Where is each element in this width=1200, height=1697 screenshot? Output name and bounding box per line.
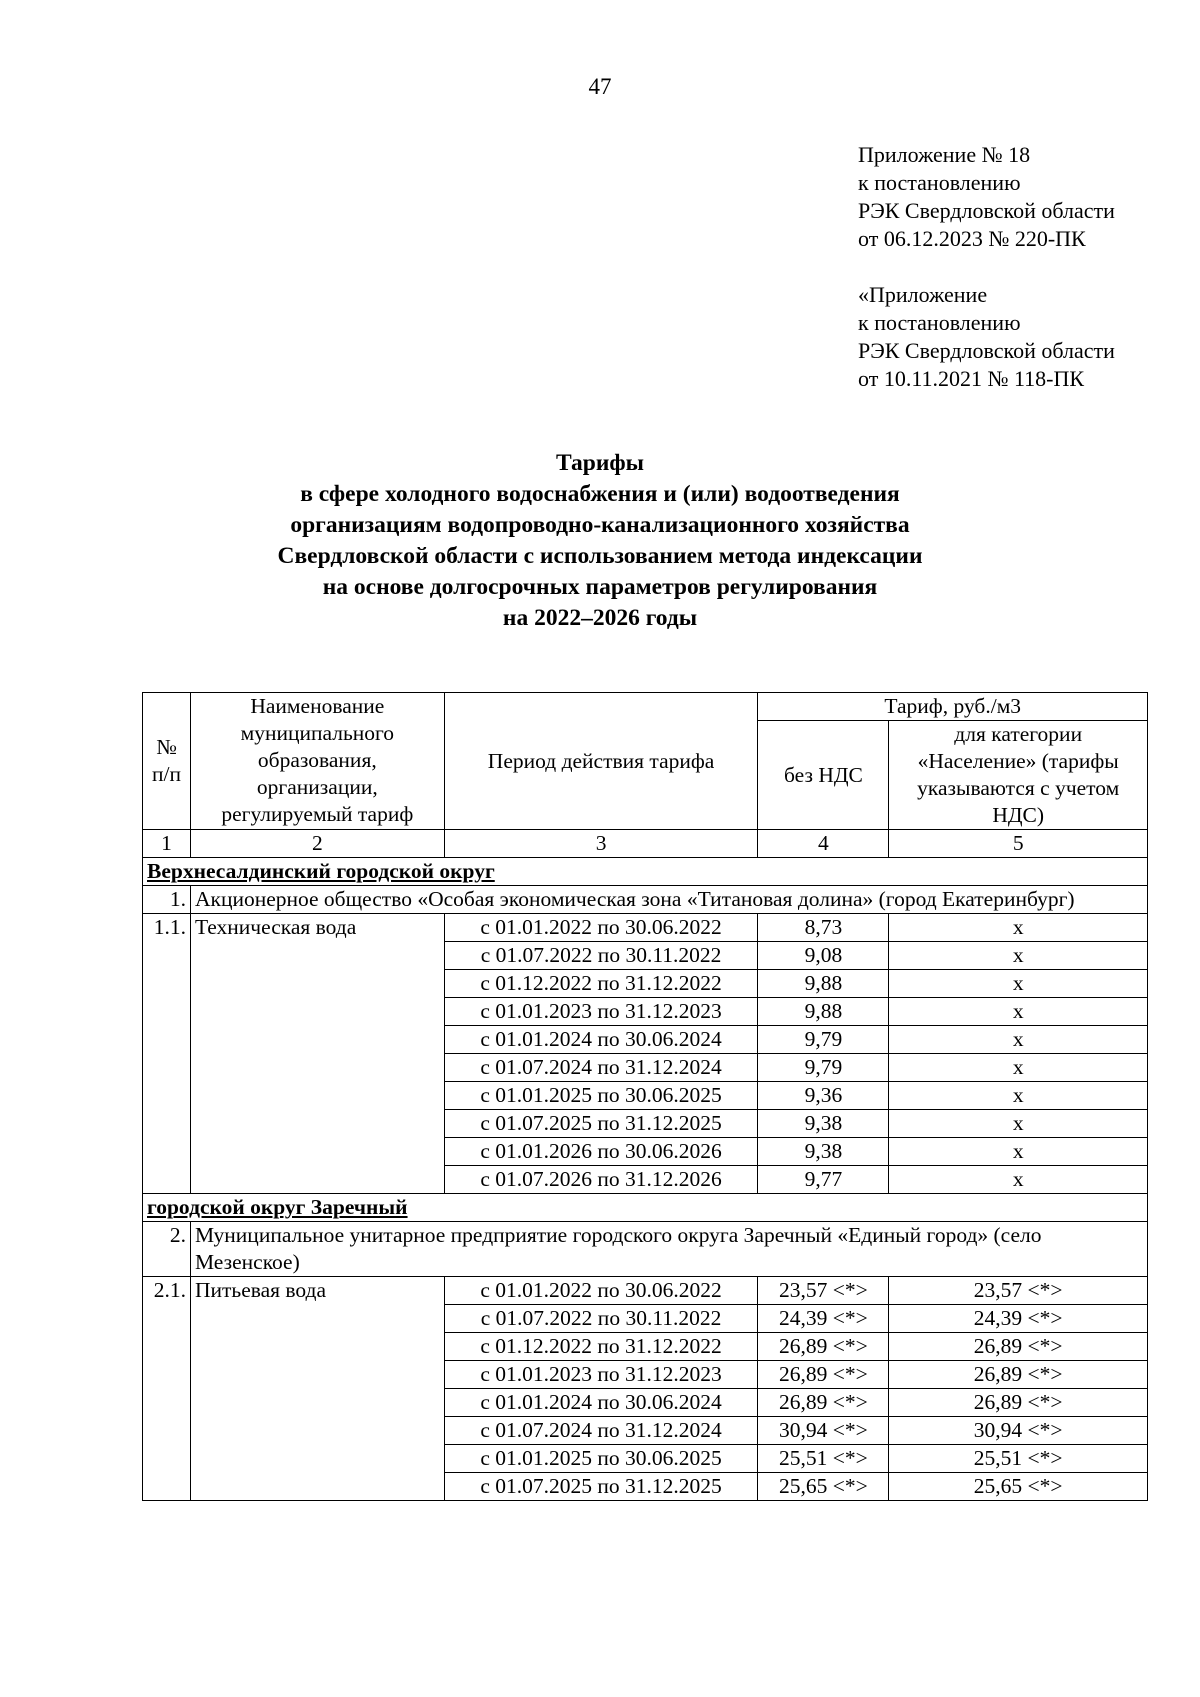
tariff-period: с 01.12.2022 по 31.12.2022 [444, 970, 758, 998]
tariff-no-vat: 9,38 [758, 1110, 889, 1138]
title-line: Свердловской области с использованием метода индексации [277, 543, 923, 569]
section-title: городской округ Заречный [143, 1194, 1148, 1222]
page-number: 47 [588, 74, 612, 99]
tariff-population: х [889, 914, 1148, 942]
tariff-row [143, 914, 1148, 942]
appendix-line: к постановлению [858, 310, 1021, 335]
tariff-no-vat: 25,51 <*> [758, 1445, 889, 1473]
section-header-row [143, 1194, 1148, 1222]
tariff-period: с 01.01.2022 по 30.06.2022 [444, 1277, 758, 1305]
appendix-line: РЭК Свердловской области [858, 338, 1115, 363]
organization-number: 2. [143, 1222, 191, 1277]
tariff-no-vat: 9,38 [758, 1138, 889, 1166]
organization-number: 1. [143, 886, 191, 914]
section-title: Верхнесалдинский городской округ [143, 858, 1148, 886]
tariff-population: х [889, 1138, 1148, 1166]
tariff-population: 26,89 <*> [889, 1389, 1148, 1417]
tariff-period: с 01.12.2022 по 31.12.2022 [444, 1333, 758, 1361]
tariff-no-vat: 30,94 <*> [758, 1417, 889, 1445]
section-header-row [143, 858, 1148, 886]
tariff-period: с 01.01.2024 по 30.06.2024 [444, 1389, 758, 1417]
tariff-population: х [889, 942, 1148, 970]
tariff-period: с 01.07.2025 по 31.12.2025 [444, 1473, 758, 1501]
tariff-population: 25,65 <*> [889, 1473, 1148, 1501]
tariff-no-vat: 25,65 <*> [758, 1473, 889, 1501]
tariff-population: 23,57 <*> [889, 1277, 1148, 1305]
header-no-vat: без НДС [758, 721, 889, 830]
tariff-no-vat: 26,89 <*> [758, 1333, 889, 1361]
title-line: организациям водопроводно-канализационного хозяйства [290, 512, 910, 538]
tariff-population: х [889, 1166, 1148, 1194]
tariff-period: с 01.07.2024 по 31.12.2024 [444, 1417, 758, 1445]
tariff-period: с 01.07.2024 по 31.12.2024 [444, 1054, 758, 1082]
column-number: 2 [190, 830, 444, 858]
document-title [0, 448, 1200, 634]
tariff-population: 24,39 <*> [889, 1305, 1148, 1333]
tariff-population: х [889, 1110, 1148, 1138]
column-number: 5 [889, 830, 1148, 858]
tariff-population: х [889, 998, 1148, 1026]
tariff-name: Питьевая вода [190, 1277, 444, 1501]
tariff-no-vat: 9,88 [758, 998, 889, 1026]
tariffs-table [142, 692, 1148, 1501]
tariff-no-vat: 9,36 [758, 1082, 889, 1110]
tariff-no-vat: 26,89 <*> [758, 1361, 889, 1389]
header-name: Наименование муниципального образования, организации, регулируемый тариф [190, 693, 444, 830]
tariff-period: с 01.01.2023 по 31.12.2023 [444, 998, 758, 1026]
header-population: для категории «Население» (тарифы указываются с учетом НДС) [889, 721, 1148, 830]
tariff-no-vat: 9,79 [758, 1054, 889, 1082]
tariff-no-vat: 8,73 [758, 914, 889, 942]
appendix-line: Приложение № 18 [858, 142, 1031, 167]
tariff-period: с 01.07.2026 по 31.12.2026 [444, 1166, 758, 1194]
organization-name: Акционерное общество «Особая экономическая зона «Титановая долина» (город Екатеринбург) [190, 886, 1147, 914]
title-line: на основе долгосрочных параметров регулирования [322, 574, 878, 600]
column-number: 3 [444, 830, 758, 858]
column-number: 1 [143, 830, 191, 858]
appendix-line: от 10.11.2021 № 118-ПК [858, 366, 1085, 391]
tariff-no-vat: 9,08 [758, 942, 889, 970]
tariff-no-vat: 26,89 <*> [758, 1389, 889, 1417]
title-line: в сфере холодного водоснабжения и (или) водоотведения [300, 481, 900, 507]
title-line: Тарифы [555, 450, 645, 476]
tariff-population: 25,51 <*> [889, 1445, 1148, 1473]
tariff-period: с 01.01.2023 по 31.12.2023 [444, 1361, 758, 1389]
tariff-no-vat: 24,39 <*> [758, 1305, 889, 1333]
header-row [143, 693, 1148, 721]
appendix-line: к постановлению [858, 170, 1021, 195]
tariff-period: с 01.01.2025 по 30.06.2025 [444, 1445, 758, 1473]
tariff-period: с 01.01.2025 по 30.06.2025 [444, 1082, 758, 1110]
header-period: Период действия тарифа [444, 693, 758, 830]
header-num: № п/п [143, 693, 191, 830]
tariff-name: Техническая вода [190, 914, 444, 1194]
title-line: на 2022–2026 годы [502, 605, 698, 631]
tariff-period: с 01.01.2026 по 30.06.2026 [444, 1138, 758, 1166]
appendix-line: «Приложение [858, 282, 988, 307]
tariff-period: с 01.07.2025 по 31.12.2025 [444, 1110, 758, 1138]
appendix-line: от 06.12.2023 № 220-ПК [858, 226, 1086, 251]
tariff-no-vat: 9,88 [758, 970, 889, 998]
tariff-population: 26,89 <*> [889, 1361, 1148, 1389]
tariff-population: х [889, 970, 1148, 998]
organization-name: Муниципальное унитарное предприятие городского округа Заречный «Единый город» (село Мезенское) [190, 1222, 1147, 1277]
tariff-population: х [889, 1082, 1148, 1110]
tariff-population: 26,89 <*> [889, 1333, 1148, 1361]
tariff-no-vat: 9,79 [758, 1026, 889, 1054]
tariff-population: х [889, 1054, 1148, 1082]
tariff-no-vat: 9,77 [758, 1166, 889, 1194]
tariff-population: 30,94 <*> [889, 1417, 1148, 1445]
appendix-reference-current [858, 141, 1115, 253]
tariff-population: х [889, 1026, 1148, 1054]
tariff-no-vat: 23,57 <*> [758, 1277, 889, 1305]
tariff-number: 1.1. [143, 914, 191, 1194]
appendix-line: РЭК Свердловской области [858, 198, 1115, 223]
appendix-reference-original [858, 281, 1115, 393]
organization-row [143, 886, 1148, 914]
tariff-period: с 01.07.2022 по 30.11.2022 [444, 942, 758, 970]
tariff-period: с 01.01.2024 по 30.06.2024 [444, 1026, 758, 1054]
tariff-period: с 01.01.2022 по 30.06.2022 [444, 914, 758, 942]
tariff-number: 2.1. [143, 1277, 191, 1501]
column-number-row [143, 830, 1148, 858]
tariff-period: с 01.07.2022 по 30.11.2022 [444, 1305, 758, 1333]
header-tariff-group: Тариф, руб./м3 [758, 693, 1148, 721]
column-number: 4 [758, 830, 889, 858]
tariff-row [143, 1277, 1148, 1305]
organization-row [143, 1222, 1148, 1277]
